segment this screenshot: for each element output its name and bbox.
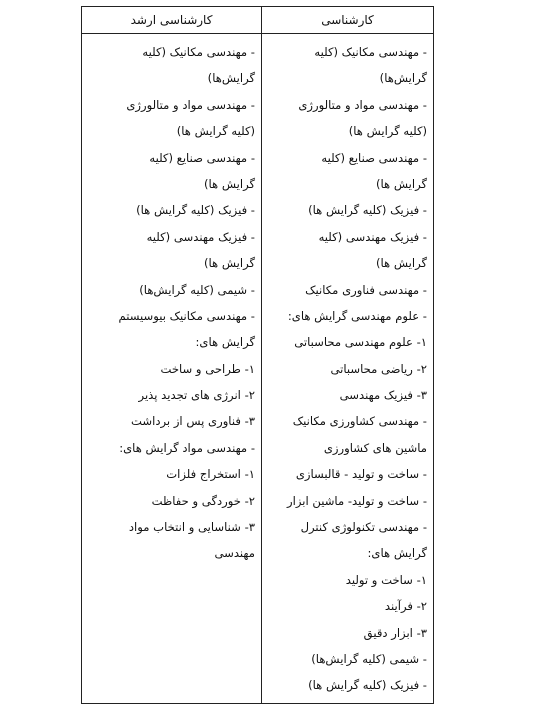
table-line: - شیمی (کلیه گرایش‌ها) [139, 282, 255, 297]
table-line: (کلیه گرایش ها) [176, 124, 255, 139]
table-line: - مهندسی مواد و متالورژی [298, 97, 427, 112]
table-line: - مهندسی فناوری مکانیک [305, 282, 427, 297]
table-line: - مهندسی مکانیک بیوسیستم [118, 308, 255, 323]
table-line: ۲- خوردگی و حفاظت [151, 493, 255, 508]
table-line: - مهندسی صنایع (کلیه [321, 150, 427, 165]
table-line: - ساخت و تولید - قالبسازی [295, 467, 427, 482]
table-line: ۲- انرژی های تجدید پذیر [138, 388, 255, 403]
table-line: - مهندسی کشاورزی مکانیک [292, 414, 427, 429]
table-line: ۱- ساخت و تولید [345, 572, 427, 587]
table-line: گرایش های: [367, 546, 427, 561]
table-line: گرایش ها) [375, 176, 427, 191]
table-line: - مهندسی مواد و متالورژی [126, 97, 255, 112]
table-line: مهندسی [214, 546, 255, 561]
table-line: گرایش‌ها) [207, 71, 255, 86]
table-line: - مهندسی مکانیک (کلیه [314, 45, 427, 59]
table-line: - شیمی (کلیه گرایش‌ها) [311, 651, 427, 666]
table-line: - مهندسی تکنولوژی کنترل [300, 520, 427, 535]
bachelor-column [264, 39, 427, 699]
table-line: ۱- علوم مهندسی محاسباتی [294, 335, 427, 350]
table-line: - ساخت و تولید- ماشین ابزار [287, 493, 427, 508]
table-line: - مهندسی مواد گرایش های: [119, 440, 255, 455]
master-column [86, 39, 255, 567]
table-line: ۲- فرآیند [384, 599, 427, 614]
column-divider [261, 7, 262, 703]
header-master: کارشناسی ارشد [130, 13, 213, 27]
table-line: ۱- استخراج فلزات [166, 467, 255, 482]
table-line: - فیزیک مهندسی (کلیه [146, 229, 255, 244]
header-divider [82, 33, 433, 34]
table-line: ۱- طراحی و ساخت [160, 361, 255, 376]
table-line: - مهندسی صنایع (کلیه [149, 150, 255, 165]
table-line: - فیزیک مهندسی (کلیه [318, 229, 427, 244]
table-line: گرایش ها) [375, 256, 427, 271]
table-line: گرایش‌ها) [379, 71, 427, 86]
table-line: گرایش های: [195, 335, 255, 350]
table-line: - علوم مهندسی گرایش های: [287, 308, 427, 323]
table-line: گرایش ها) [203, 176, 255, 191]
table-line: ۳- فناوری پس از برداشت [131, 414, 255, 429]
table-line: ۳- فیزیک مهندسی [339, 388, 427, 403]
table-line: ۳- ابزار دقیق [363, 625, 427, 640]
table-line: ۳- شناسایی و انتخاب مواد [128, 520, 255, 535]
programs-table [81, 6, 434, 704]
table-line: - مهندسی مکانیک (کلیه [142, 45, 255, 59]
table-line: گرایش ها) [203, 256, 255, 271]
table-line: ۲- ریاضی محاسباتی [330, 361, 427, 376]
table-line: - فیزیک (کلیه گرایش ها) [136, 203, 255, 218]
table-line: - فیزیک (کلیه گرایش ها) [308, 678, 427, 693]
header-bachelor: کارشناسی [321, 13, 374, 27]
table-line: - فیزیک (کلیه گرایش ها) [308, 203, 427, 218]
table-line: (کلیه گرایش ها) [348, 124, 427, 139]
table-line: ماشین های کشاورزی [323, 440, 427, 455]
